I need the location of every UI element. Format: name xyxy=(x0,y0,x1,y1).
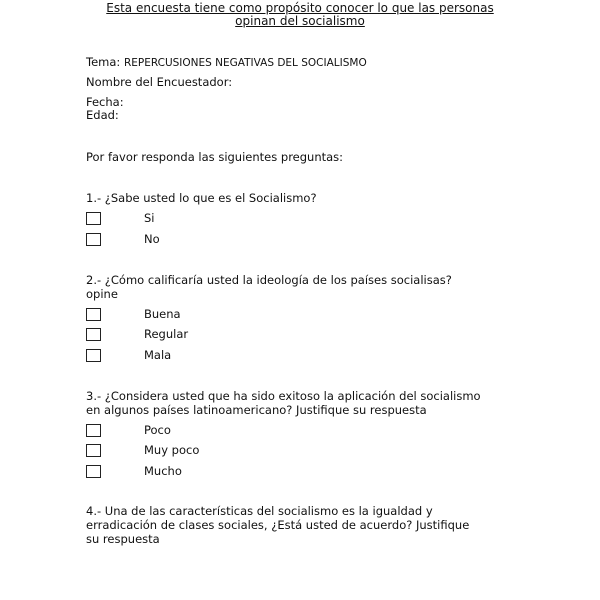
option-label: Buena xyxy=(144,307,181,321)
age-label: Edad: xyxy=(86,108,119,122)
option-label: Muy poco xyxy=(144,443,200,457)
checkbox-q1-si[interactable] xyxy=(86,212,101,225)
checkbox-q3-mucho[interactable] xyxy=(86,465,101,478)
question-4-line-1: 4.- Una de las características del socialismo es la igualdad y xyxy=(86,504,433,518)
survey-header-line-1: Esta encuesta tiene como propósito conocer lo que las personas xyxy=(106,1,494,15)
question-3 xyxy=(86,389,526,417)
question-4 xyxy=(86,504,526,546)
option-label: Mucho xyxy=(144,464,182,478)
option-label: Si xyxy=(144,211,155,225)
option-label: No xyxy=(144,232,160,246)
checkbox-q3-poco[interactable] xyxy=(86,424,101,437)
checkbox-q3-muy-poco[interactable] xyxy=(86,444,101,457)
checkbox-q2-regular[interactable] xyxy=(86,328,101,341)
checkbox-q2-buena[interactable] xyxy=(86,308,101,321)
interviewer-label: Nombre del Encuestador: xyxy=(86,75,233,89)
question-2 xyxy=(86,273,526,301)
question-4-line-3: su respuesta xyxy=(86,532,160,546)
option-label: Poco xyxy=(144,423,171,437)
question-3-line-2: en algunos países latinoamericano? Justifique su respuesta xyxy=(86,403,427,417)
topic-value: REPERCUSIONES NEGATIVAS DEL SOCIALISMO xyxy=(123,57,367,69)
checkbox-q1-no[interactable] xyxy=(86,233,101,246)
topic-line xyxy=(86,56,367,70)
checkbox-q2-mala[interactable] xyxy=(86,349,101,362)
topic-label: Tema: xyxy=(86,55,121,69)
question-4-line-2: erradicación de clases sociales, ¿Está usted de acuerdo? Justifique xyxy=(86,518,470,532)
survey-header-line-2: opinan del socialismo xyxy=(235,14,365,28)
question-3-line-1: 3.- ¿Considera usted que ha sido exitoso la aplicación del socialismo xyxy=(86,389,481,403)
option-label: Mala xyxy=(144,348,172,362)
question-2-line-2: opine xyxy=(86,287,118,301)
question-1 xyxy=(86,191,526,205)
question-1-line-1: 1.- ¿Sabe usted lo que es el Socialismo? xyxy=(86,191,317,205)
date-label: Fecha: xyxy=(86,95,124,109)
option-label: Regular xyxy=(144,327,189,341)
instructions-text: Por favor responda las siguientes preguntas: xyxy=(86,150,344,164)
question-2-line-1: 2.- ¿Cómo calificaría usted la ideología de los países socialisas? xyxy=(86,273,452,287)
